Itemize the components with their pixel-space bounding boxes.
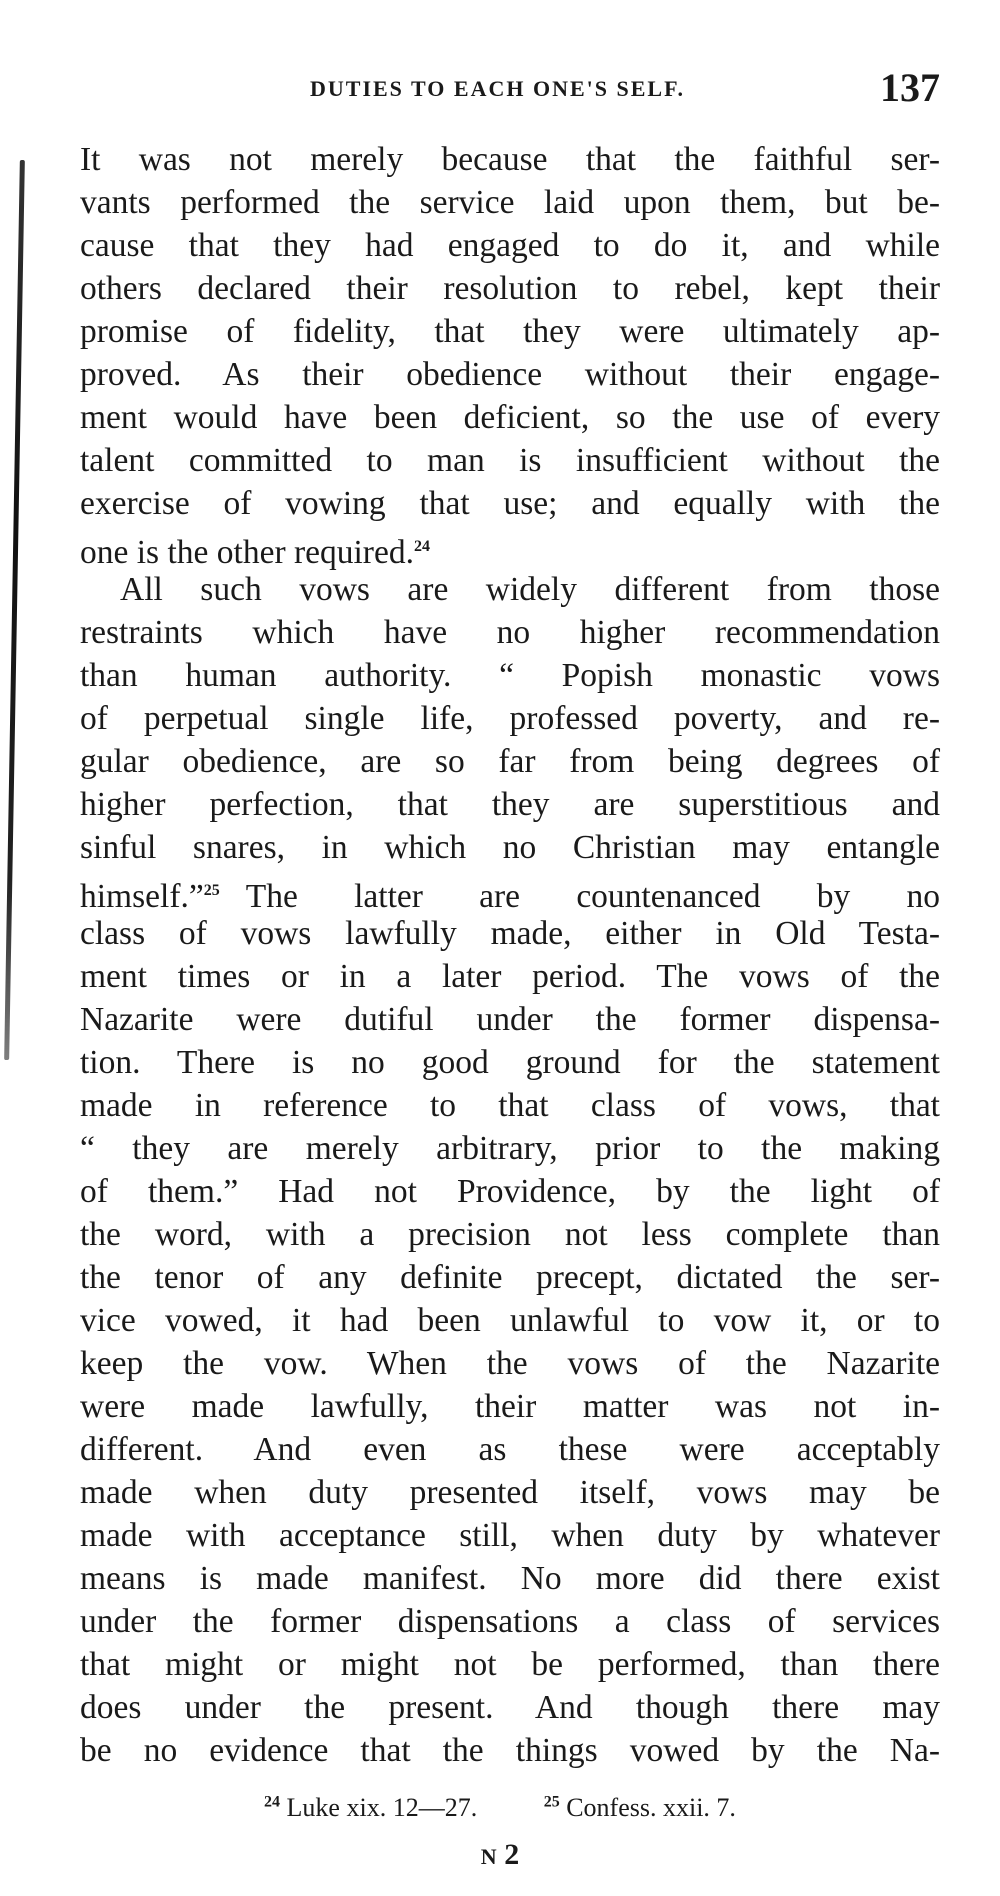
text-line (80, 1084, 940, 1127)
line-text: ment would have been deficient, so the use of every (80, 399, 940, 436)
footnotes (0, 1793, 1000, 1823)
text-line (80, 224, 940, 267)
text-line (80, 869, 940, 916)
line-text: sinful snares, in which no Christian may entangle (80, 829, 940, 866)
text-line (80, 138, 940, 181)
text-line (80, 1557, 940, 1600)
line-text: gular obedience, are so far from being degrees of (80, 743, 940, 780)
line-text: ment times or in a later period. The vows of the (80, 958, 940, 995)
footnote-25-mark: 25 (543, 1793, 560, 1811)
line-text: “ they are merely arbitrary, prior to the making (80, 1130, 940, 1167)
line-text: made in reference to that class of vows, that (80, 1087, 940, 1124)
text-line (80, 267, 940, 310)
line-text: All such vows are widely different from those (120, 571, 940, 608)
line-text: means is made manifest. No more did there exist (80, 1560, 940, 1597)
line-text: higher perfection, that they are superstitious and (80, 786, 940, 823)
line-text: keep the vow. When the vows of the Nazarite (80, 1345, 940, 1382)
line-text: of them.” Had not Providence, by the light of (80, 1173, 940, 1210)
footnote-25 (544, 1793, 736, 1823)
footnote-24-mark: 24 (264, 1793, 281, 1811)
line-text: the tenor of any definite precept, dictated the ser- (80, 1259, 940, 1296)
line-text: made with acceptance still, when duty by whatever (80, 1517, 940, 1554)
text-line (80, 310, 940, 353)
note-ref-25: 25 (203, 882, 220, 899)
line-text: the word, with a precision not less complete than (80, 1216, 940, 1253)
paragraph-2 (80, 568, 940, 1772)
text-line (80, 1600, 940, 1643)
line-text: be no evidence that the things vowed by the Na- (80, 1732, 940, 1769)
line-text: that might or might not be performed, than there (80, 1646, 940, 1683)
text-line (80, 1385, 940, 1428)
text-line (80, 181, 940, 224)
line-text: exercise of vowing that use; and equally with the (80, 485, 940, 522)
line-text-continuation: The latter are countenanced by no (245, 878, 940, 916)
text-line (80, 998, 940, 1041)
text-line (80, 740, 940, 783)
text-line (80, 439, 940, 482)
line-text: It was not merely because that the faithful ser- (80, 141, 940, 178)
text-line (80, 1299, 940, 1342)
line-text: different. And even as these were acceptably (80, 1431, 940, 1468)
text-line (80, 1729, 940, 1772)
line-text: class of vows lawfully made, either in Old Testa- (80, 915, 940, 952)
page-number: 137 (880, 65, 940, 110)
text-line (80, 697, 940, 740)
line-text: talent committed to man is insufficient without the (80, 442, 940, 479)
text-line (80, 482, 940, 525)
line-text: than human authority. “ Popish monastic vows (80, 657, 940, 694)
text-line (80, 955, 940, 998)
text-line (80, 1428, 940, 1471)
note-ref-24: 24 (413, 538, 430, 555)
text-line (80, 525, 940, 572)
text-line (80, 396, 940, 439)
line-text: were made lawfully, their matter was not in- (80, 1388, 940, 1425)
body-text (80, 138, 940, 1772)
text-line (80, 1213, 940, 1256)
page-header (300, 66, 940, 110)
text-line (80, 1643, 940, 1686)
text-line (80, 912, 940, 955)
text-line (80, 1127, 940, 1170)
line-text: vice vowed, it had been unlawful to vow it, or to (80, 1302, 940, 1339)
text-line (80, 1041, 940, 1084)
text-line (80, 826, 940, 869)
line-text: himself.” (80, 878, 204, 916)
margin-binding-shadow (4, 160, 25, 1060)
line-text: proved. As their obedience without their engage- (80, 356, 940, 393)
text-line (80, 1471, 940, 1514)
text-line (80, 783, 940, 826)
line-text: does under the present. And though there may (80, 1689, 940, 1726)
text-line (80, 353, 940, 396)
text-line (80, 1686, 940, 1729)
line-text: tion. There is no good ground for the statement (80, 1044, 940, 1081)
line-text: Nazarite were dutiful under the former dispensa- (80, 1001, 940, 1038)
line-text: under the former dispensations a class of services (80, 1603, 940, 1640)
line-text: others declared their resolution to rebel, kept their (80, 270, 940, 307)
printer-signature (0, 1838, 1000, 1872)
text-line (80, 1170, 940, 1213)
signature-number: 2 (504, 1838, 520, 1871)
text-line (80, 1256, 940, 1299)
text-line (80, 654, 940, 697)
line-text: made when duty presented itself, vows may be (80, 1474, 940, 1511)
text-line (80, 568, 940, 611)
signature-letter: N (480, 1844, 497, 1869)
text-line (80, 1342, 940, 1385)
line-text: restraints which have no higher recommendation (80, 614, 940, 651)
text-line (80, 1514, 940, 1557)
footnote-25-text: Confess. xxii. 7. (566, 1793, 736, 1822)
running-head: DUTIES TO EACH ONE'S SELF. (310, 76, 685, 101)
line-text: cause that they had engaged to do it, and while (80, 227, 940, 264)
line-text: one is the other required. (80, 534, 414, 572)
text-line (80, 611, 940, 654)
line-text: of perpetual single life, professed poverty, and re- (80, 700, 940, 737)
line-text: promise of fidelity, that they were ultimately ap- (80, 313, 940, 350)
line-text: vants performed the service laid upon them, but be- (80, 184, 940, 221)
footnote-24-text: Luke xix. 12—27. (286, 1793, 478, 1822)
footnote-24 (264, 1793, 477, 1823)
paragraph-1 (80, 138, 940, 572)
